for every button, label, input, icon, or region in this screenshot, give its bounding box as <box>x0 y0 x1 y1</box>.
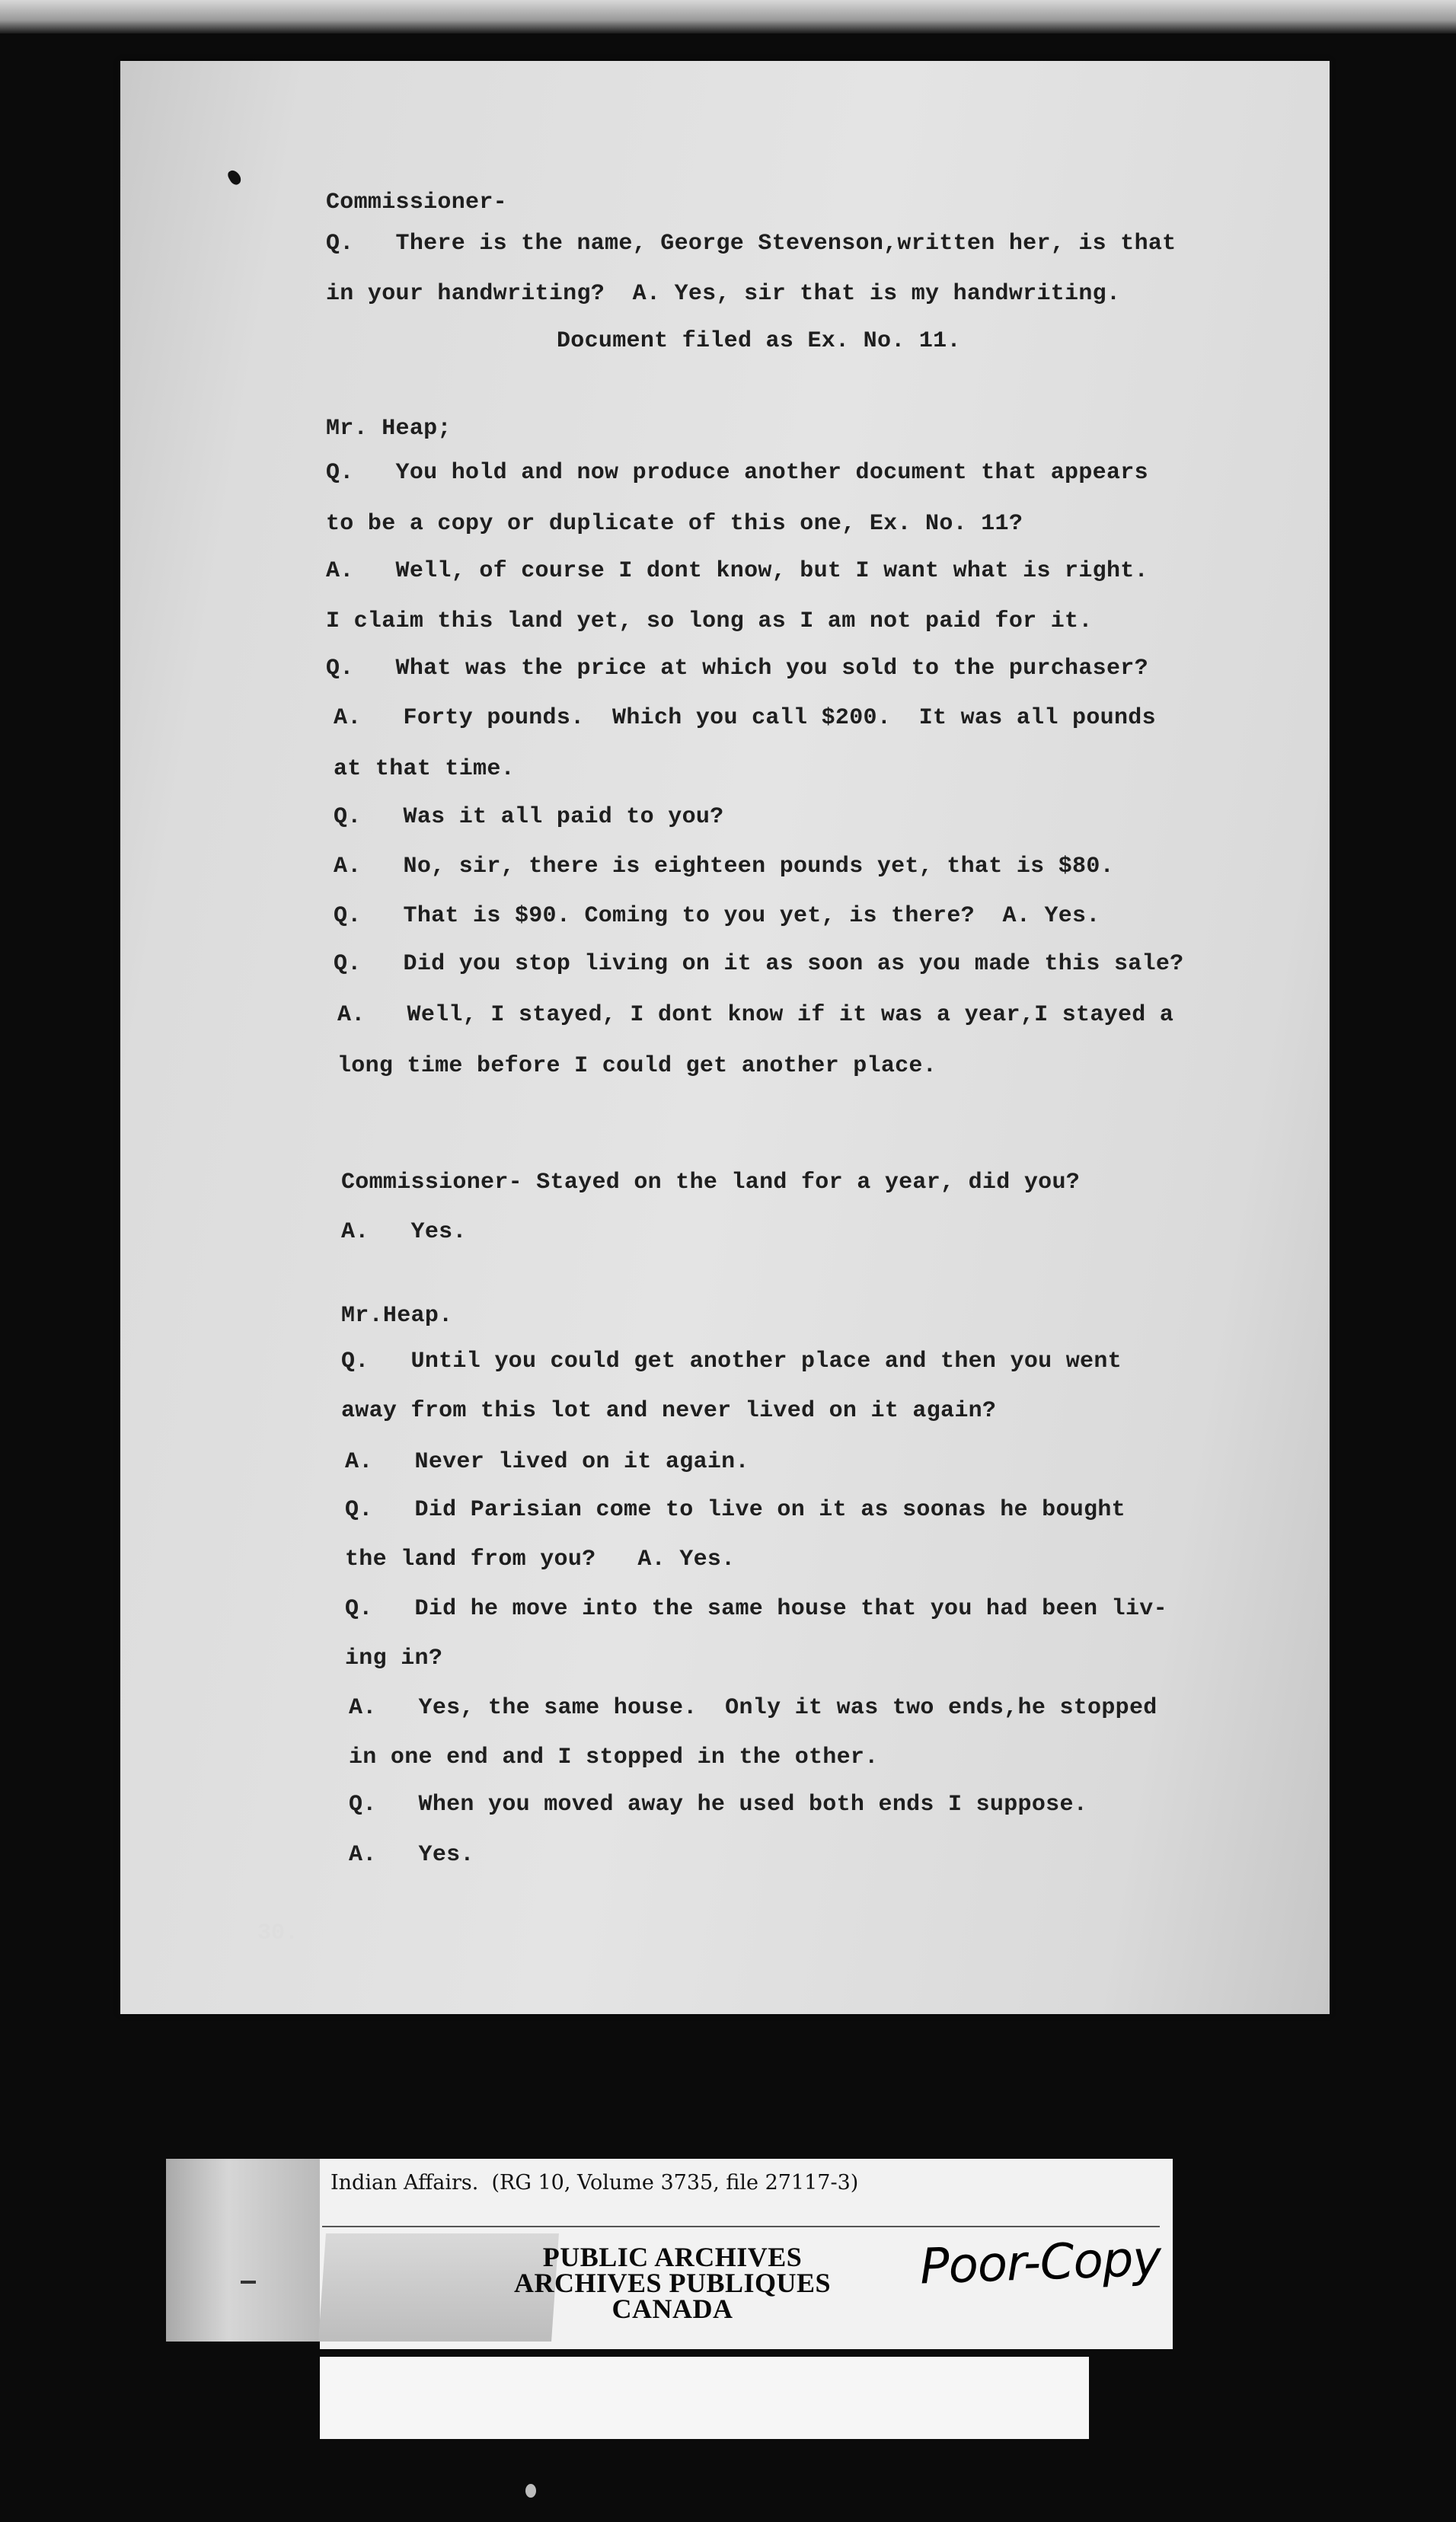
text-line: Q. You hold and now produce another document that appears <box>326 460 1148 486</box>
label-mark <box>241 2281 256 2284</box>
text-line: A. Yes, the same house. Only it was two ends,he stopped <box>349 1695 1157 1721</box>
text-line: A. No, sir, there is eighteen pounds yet, that is $80. <box>334 854 1114 880</box>
text-line: Q. Was it all paid to you? <box>334 804 724 830</box>
text-line: I claim this land yet, so long as I am not paid for it. <box>326 608 1093 634</box>
page-number: 30. <box>257 1920 299 1946</box>
text-line: in one end and I stopped in the other. <box>349 1745 879 1770</box>
archive-country: CANADA <box>611 2294 733 2324</box>
label-left-panel <box>166 2159 322 2342</box>
label-divider <box>322 2226 1160 2227</box>
exhibit-note: Document filed as Ex. No. 11. <box>557 328 961 354</box>
text-line: A. Yes. <box>341 1219 467 1245</box>
document-page <box>120 61 1330 2014</box>
archive-name-en: PUBLIC ARCHIVES <box>542 2242 803 2272</box>
text-line: Q. Until you could get another place and then you went <box>341 1349 1122 1374</box>
text-line: Q. Did you stop living on it as soon as you made this sale? <box>334 951 1184 977</box>
scanner-top-edge <box>0 0 1456 34</box>
text-line: to be a copy or duplicate of this one, Ex. No. 11? <box>326 511 1023 537</box>
ink-mark <box>226 168 243 187</box>
text-line: the land from you? A. Yes. <box>345 1547 736 1572</box>
archive-reference: Indian Affairs. (RG 10, Volume 3735, file 27117-3) <box>330 2171 859 2195</box>
text-line: long time before I could get another place. <box>337 1053 937 1079</box>
speaker-label: Mr. Heap; <box>326 416 452 442</box>
archive-name-fr: ARCHIVES PUBLIQUES <box>513 2268 832 2298</box>
text-line: away from this lot and never lived on it again? <box>341 1398 997 1424</box>
text-line: Q. Did he move into the same house that you had been liv- <box>345 1596 1167 1622</box>
label-bottom-panel <box>320 2357 1089 2439</box>
poor-copy-stamp: Poor-Copy <box>918 2230 1162 2296</box>
text-line: Q. Did Parisian come to live on it as soonas he bought <box>345 1497 1126 1523</box>
film-mark <box>525 2484 536 2498</box>
text-line: in your handwriting? A. Yes, sir that is my handwriting. <box>326 281 1121 307</box>
text-line: Q. What was the price at which you sold to the purchaser? <box>326 656 1148 682</box>
text-line: A. Well, I stayed, I dont know if it was a year,I stayed a <box>337 1002 1174 1028</box>
text-line: Q. When you moved away he used both ends I suppose. <box>349 1792 1088 1818</box>
text-line: Q. There is the name, George Stevenson,written her, is that <box>326 231 1177 257</box>
text-line: A. Well, of course I dont know, but I want what is right. <box>326 558 1148 584</box>
text-line: A. Forty pounds. Which you call $200. It was all pounds <box>334 705 1156 731</box>
speaker-label: Commissioner- <box>326 190 507 215</box>
text-line: A. Never lived on it again. <box>345 1449 749 1475</box>
text-line: ing in? <box>345 1646 443 1671</box>
archive-label <box>166 2159 1202 2357</box>
text-line: A. Yes. <box>349 1842 474 1868</box>
text-line: at that time. <box>334 756 515 782</box>
text-line: Commissioner- Stayed on the land for a year, did you? <box>341 1170 1081 1196</box>
text-line: Q. That is $90. Coming to you yet, is there? A. Yes. <box>334 903 1100 929</box>
speaker-label: Mr.Heap. <box>341 1303 453 1329</box>
